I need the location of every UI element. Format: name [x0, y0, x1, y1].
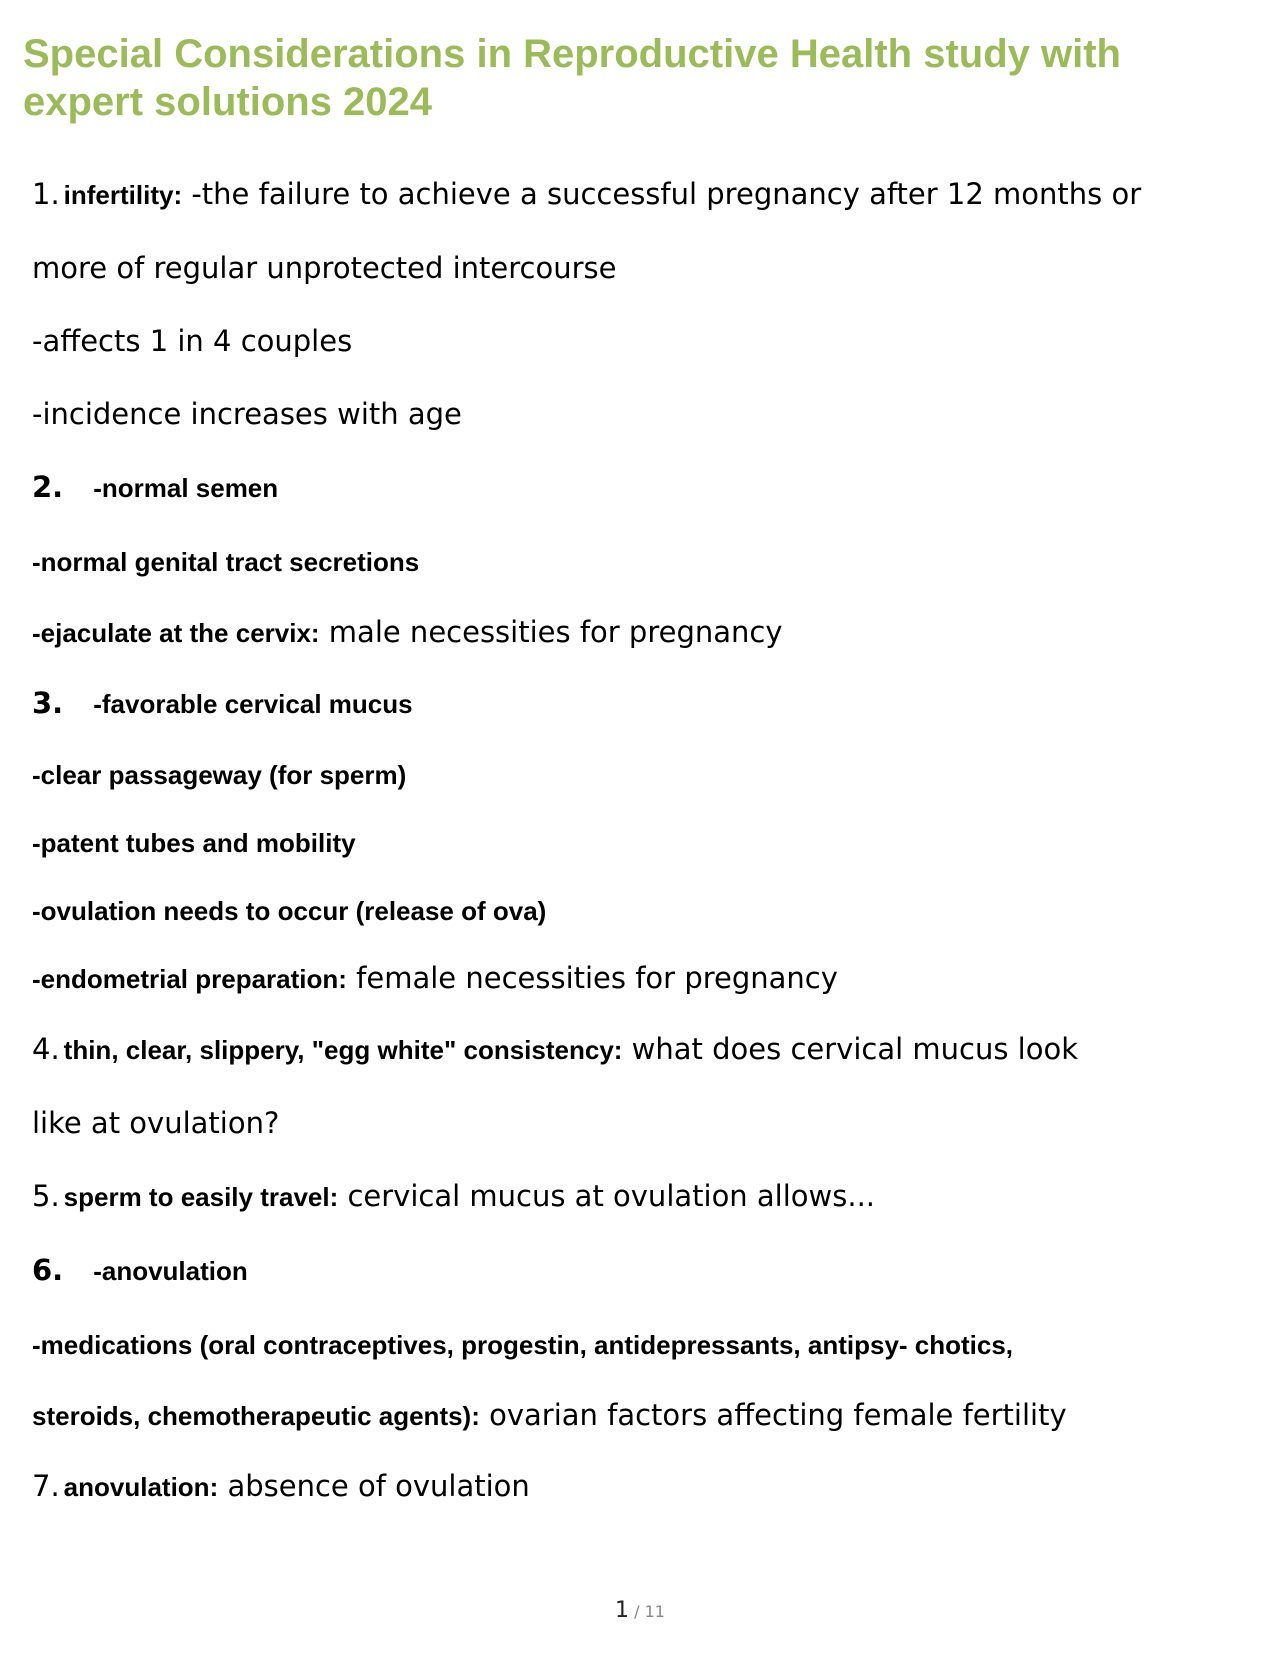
- entry-number: 2.: [32, 470, 64, 504]
- entry-number: 7.: [32, 1469, 60, 1503]
- entry-term: thin, clear, slippery, "egg white" consistency:: [63, 1035, 623, 1065]
- entry-definition-line: [32, 305, 1252, 378]
- entry-2: [32, 451, 1252, 525]
- entry-term: infertility:: [63, 180, 183, 210]
- entry-definition-line: [32, 1087, 1252, 1160]
- term-text: -medications (oral contraceptives, progestin, antidepressants, antipsy- chotics,: [32, 1330, 1014, 1360]
- entry-term-line: [32, 599, 1252, 667]
- entry-number: 1.: [32, 177, 60, 211]
- entry-number: 4.: [32, 1032, 60, 1066]
- page-title: Special Considerations in Reproductive Health study with expert solutions 2024: [23, 32, 1121, 124]
- entry-definition: ovarian factors affecting female fertility: [479, 1398, 1067, 1432]
- definition-text: -incidence increases with age: [32, 397, 462, 431]
- term-text: -clear passageway (for sperm): [32, 760, 407, 790]
- term-text: -endometrial preparation:: [32, 964, 347, 994]
- entry-term-line: [32, 809, 1252, 877]
- entry-definition-line: [32, 378, 1252, 451]
- entry-1: [32, 158, 1252, 232]
- entry-definition: absence of ovulation: [218, 1469, 530, 1503]
- entry-3: [32, 667, 1252, 741]
- current-page-number: 1: [615, 1598, 630, 1623]
- entry-term: sperm to easily travel:: [63, 1182, 339, 1212]
- definition-text: like at ovulation?: [32, 1106, 280, 1140]
- entry-term: anovulation:: [63, 1472, 219, 1502]
- entry-term: -anovulation: [93, 1256, 248, 1286]
- term-text: -ejaculate at the cervix:: [32, 618, 320, 648]
- entry-term: -favorable cervical mucus: [93, 689, 413, 719]
- entry-definition: -the failure to achieve a successful pregnancy after 12 months or: [182, 177, 1142, 211]
- entry-term-line: [32, 877, 1252, 945]
- page-indicator: [0, 1598, 1280, 1623]
- entry-5: [32, 1160, 1252, 1234]
- entry-definition: female necessities for pregnancy: [346, 961, 838, 995]
- entry-definition: male necessities for pregnancy: [319, 615, 783, 649]
- term-text: steroids, chemotherapeutic agents):: [32, 1401, 480, 1431]
- entry-term-line: [32, 525, 1252, 599]
- total-pages: / 11: [634, 1602, 665, 1621]
- entry-definition: what does cervical mucus look: [622, 1032, 1078, 1066]
- term-text: -patent tubes and mobility: [32, 828, 356, 858]
- term-text: -normal genital tract secretions: [32, 547, 420, 577]
- definition-text: more of regular unprotected intercourse: [32, 251, 617, 285]
- entry-term-line: [32, 945, 1252, 1013]
- entry-term: -normal semen: [93, 473, 279, 503]
- entry-7: [32, 1450, 1252, 1524]
- entry-6: [32, 1234, 1252, 1308]
- entry-number: 5.: [32, 1179, 60, 1213]
- term-text: -ovulation needs to occur (release of ova): [32, 896, 547, 926]
- entry-term-line: [32, 1308, 1252, 1382]
- entry-definition: cervical mucus at ovulation allows...: [338, 1179, 876, 1213]
- entry-4: [32, 1013, 1252, 1087]
- entry-number: 6.: [32, 1253, 64, 1287]
- entry-definition-line: [32, 232, 1252, 305]
- entry-term-line: [32, 1382, 1252, 1450]
- definition-text: -affects 1 in 4 couples: [32, 324, 353, 358]
- entry-term-line: [32, 741, 1252, 809]
- entry-number: 3.: [32, 686, 64, 720]
- flashcard-list: [32, 158, 1252, 1524]
